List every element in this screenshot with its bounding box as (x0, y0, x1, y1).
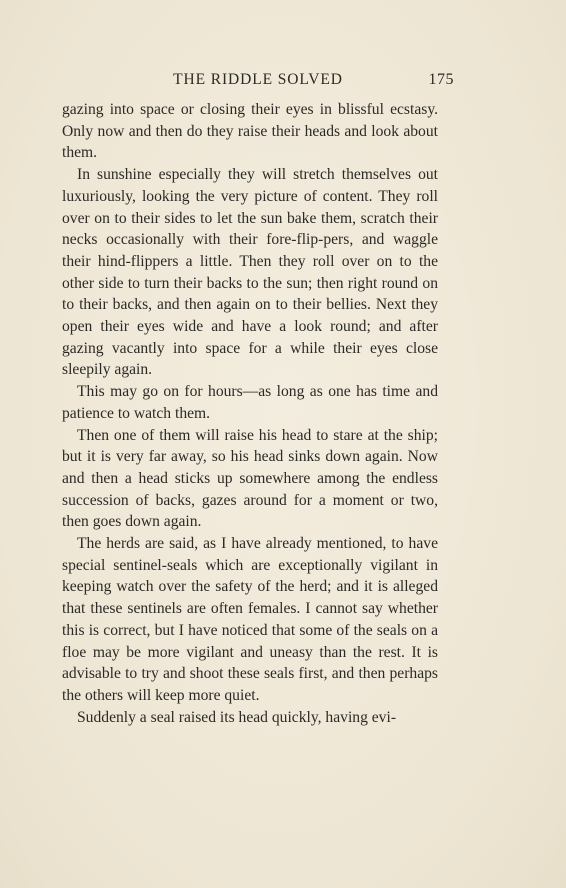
paragraph-continued: gazing into space or closing their eyes in blissful ecstasy. Only now and then do they raise their heads and look about them. (62, 101, 438, 162)
paragraph: In sunshine especially they will stretch themselves out luxuriously, looking the very picture of content. They roll over on to their sides to let the sun bake them, scratch their necks occasionally with their fore-flip-pers, and waggle their hind-flippers a little. Then they roll over on to the other side to turn their backs to the sun; then right round on to their backs, and then again on to their bellies. Next they open their eyes wide and have a look round; and after gazing vacantly into space for a while their eyes close sleepily again. (62, 166, 438, 379)
page-header (62, 71, 454, 93)
body-text (62, 99, 438, 728)
paragraph: Then one of them will raise his head to stare at the ship; but it is very far away, so his head sinks down again. Now and then a head sticks up somewhere among the endless succession of backs, gazes around for a moment or two, then goes down again. (62, 426, 438, 531)
paragraph: This may go on for hours—as long as one has time and patience to watch them. (62, 383, 438, 422)
paragraph: The herds are said, as I have already mentioned, to have special sentinel-seals which are exceptionally vigilant in keeping watch over the safety of the herd; and it is alleged that these sentinels are often females. I cannot say whether this is correct, but I have noticed that some of the seals on a floe may be more vigilant and uneasy than the rest. It is advisable to try and shoot these seals first, and then perhaps the others will keep more quiet. (62, 535, 438, 704)
paragraph: Suddenly a seal raised its head quickly, having evi- (77, 708, 397, 726)
page-number: 175 (428, 71, 454, 88)
running-head: THE RIDDLE SOLVED (173, 71, 343, 88)
